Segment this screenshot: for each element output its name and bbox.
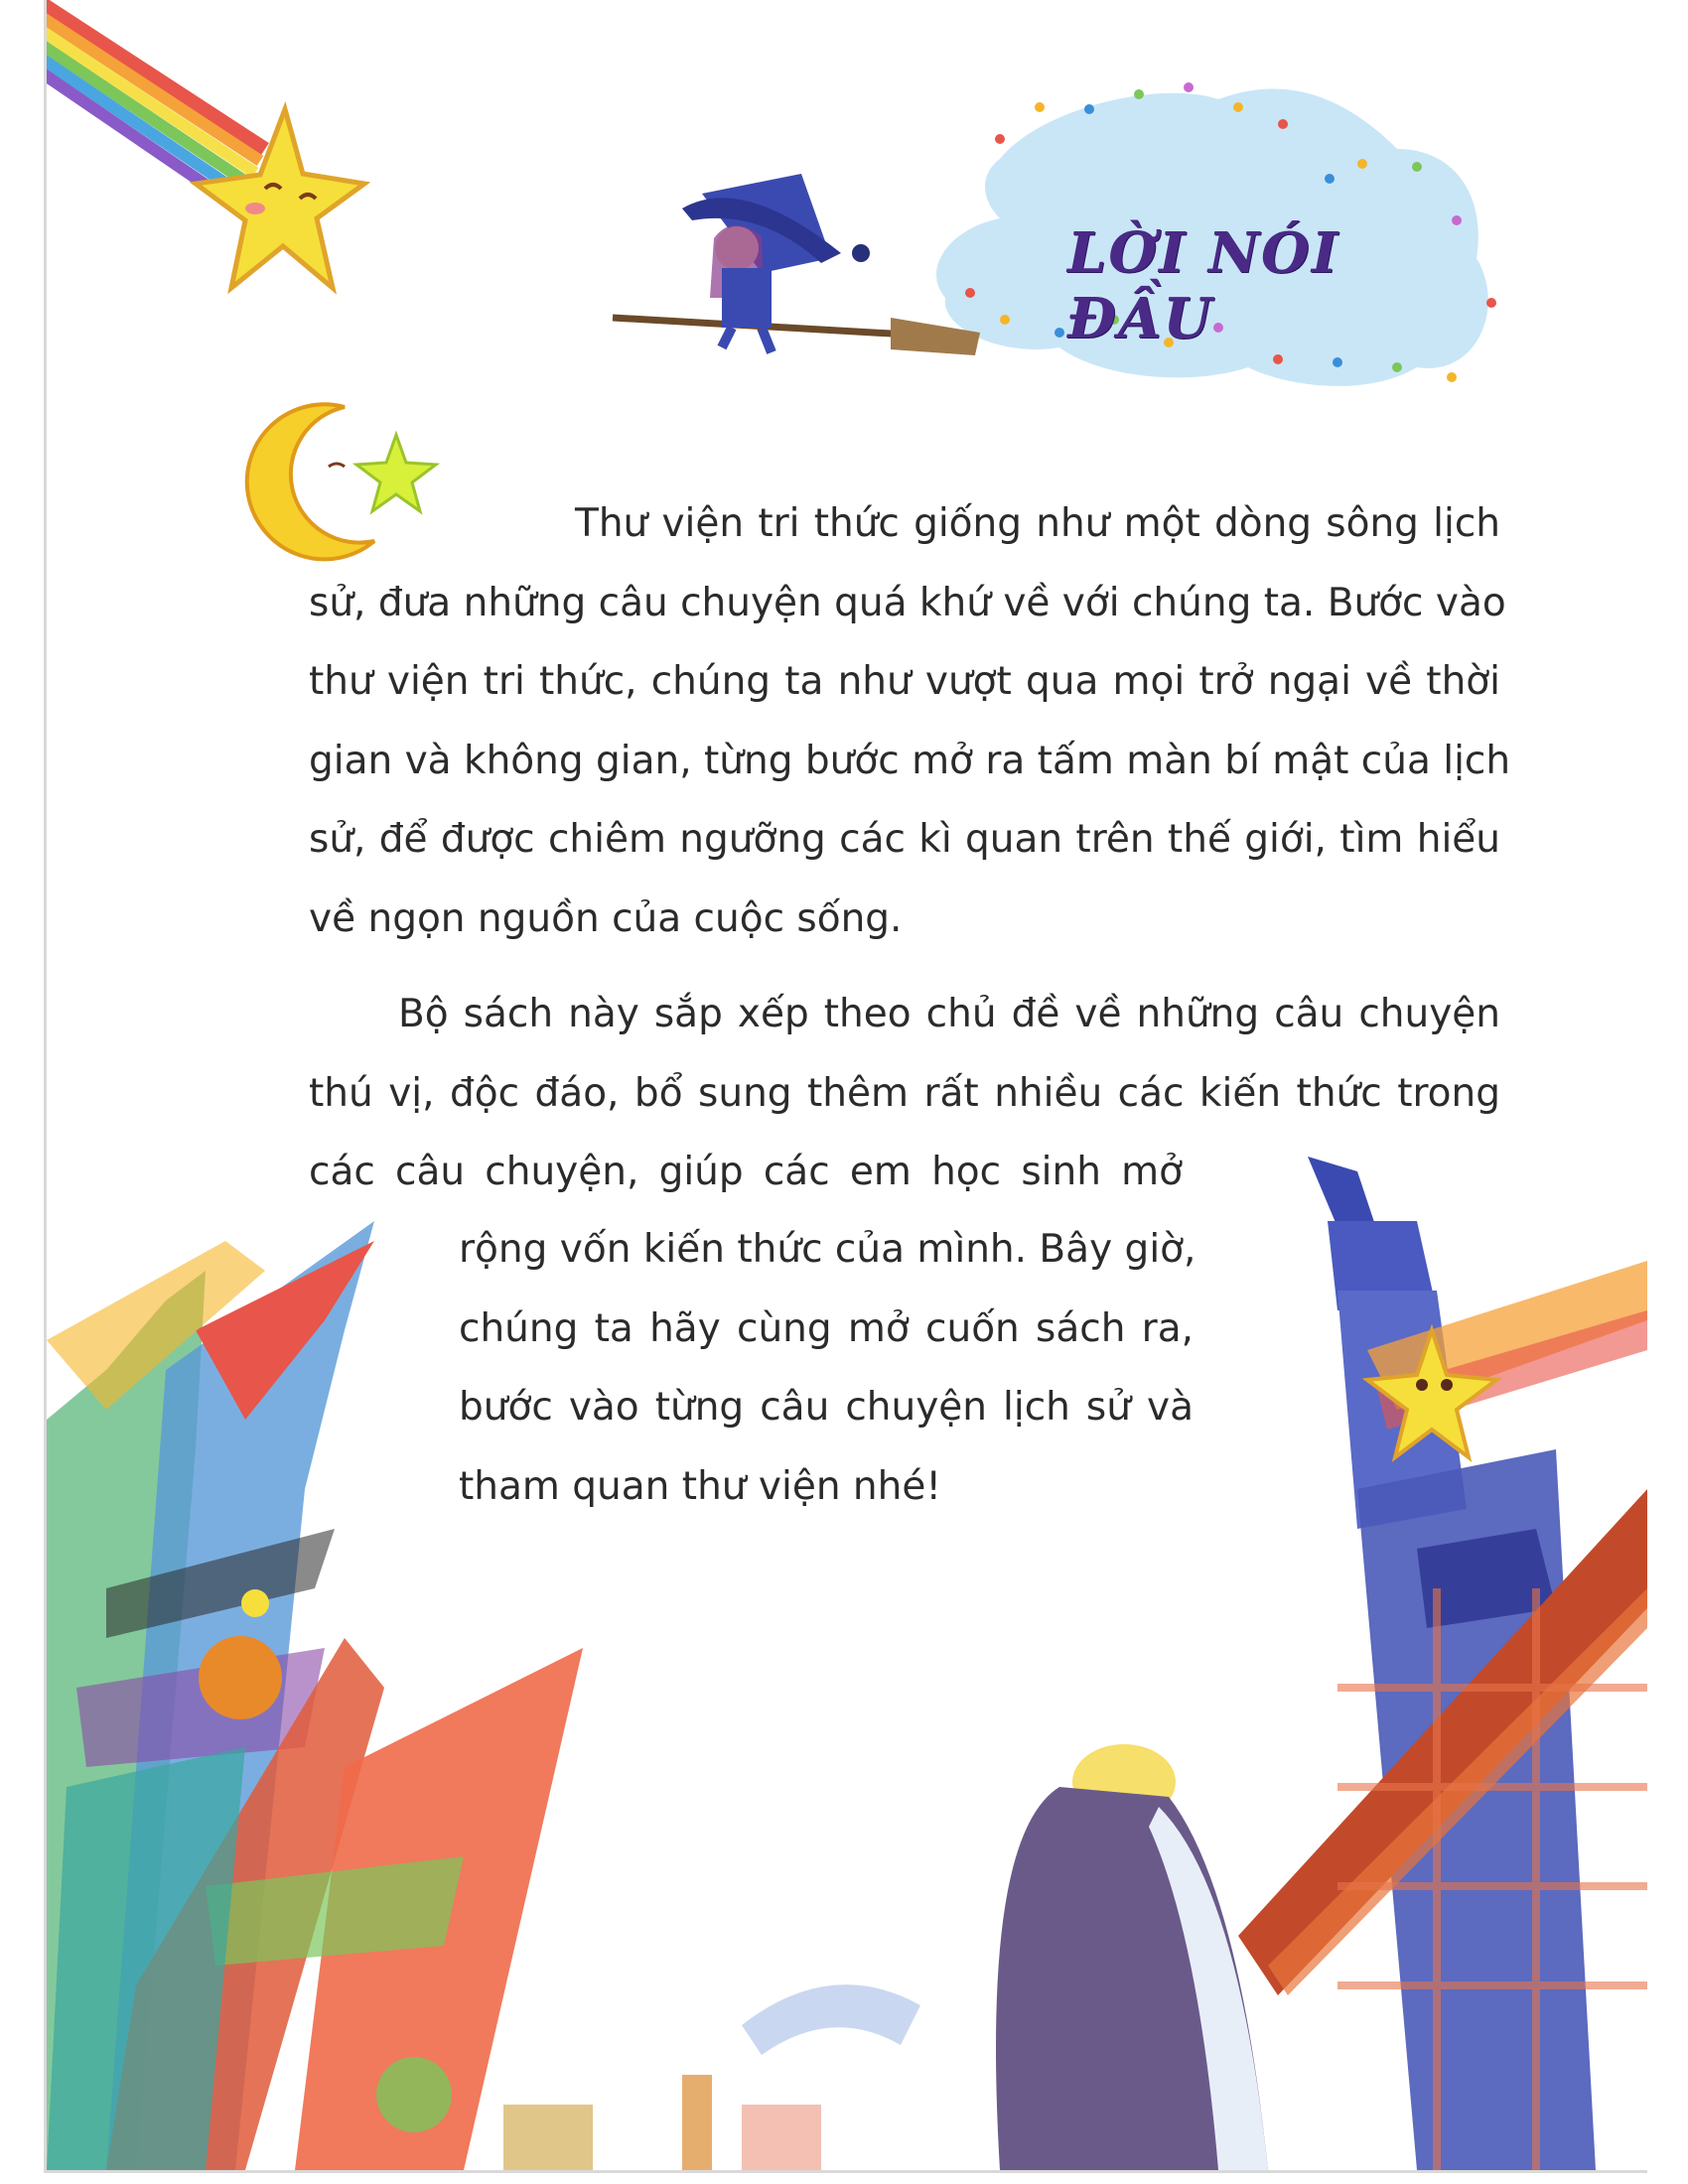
- paragraph-line: bước vào từng câu chuyện lịch sử và: [459, 1385, 1194, 1430]
- paragraph-line: sử, đưa những câu chuyện quá khứ về với chúng ta. Bước vào: [309, 580, 1506, 625]
- paragraph-line: tham quan thư viện nhé!: [459, 1463, 941, 1509]
- page-title: LỜI NÓI ĐẦU: [1067, 220, 1340, 351]
- paragraph-line: thú vị, độc đáo, bổ sung thêm rất nhiều các kiến thức trong: [309, 1070, 1500, 1116]
- paragraph-line: Thư viện tri thức giống như một dòng sông lịch: [575, 501, 1500, 546]
- rainbow-shooting-star-icon: [47, 0, 364, 288]
- book-page: [44, 0, 1647, 2173]
- paragraph-line: Bộ sách này sắp xếp theo chủ đề về những câu chuyện: [398, 992, 1500, 1036]
- paragraph-line: sử, để được chiêm ngưỡng các kì quan trên thế giới, tìm hiểu: [309, 817, 1500, 862]
- paragraph-line: gian và không gian, từng bước mở ra tấm màn bí mật của lịch: [309, 738, 1511, 783]
- paragraph-line: thư viện tri thức, chúng ta như vượt qua mọi trở ngại về thời: [309, 659, 1500, 704]
- paragraph-2-top: [309, 975, 1500, 1212]
- witch-on-broom-icon: [613, 174, 980, 355]
- paragraph-2-bottom: [459, 1210, 1194, 1526]
- paragraph-line: rộng vốn kiến thức của mình. Bây giờ,: [459, 1227, 1196, 1272]
- paragraph-1: [309, 484, 1511, 958]
- paragraph-line: chúng ta hãy cùng mở cuốn sách ra,: [459, 1305, 1194, 1351]
- paragraph-line: về ngọn nguồn của cuộc sống.: [309, 895, 903, 941]
- paragraph-line: các câu chuyện, giúp các em học sinh mở: [309, 1150, 1183, 1194]
